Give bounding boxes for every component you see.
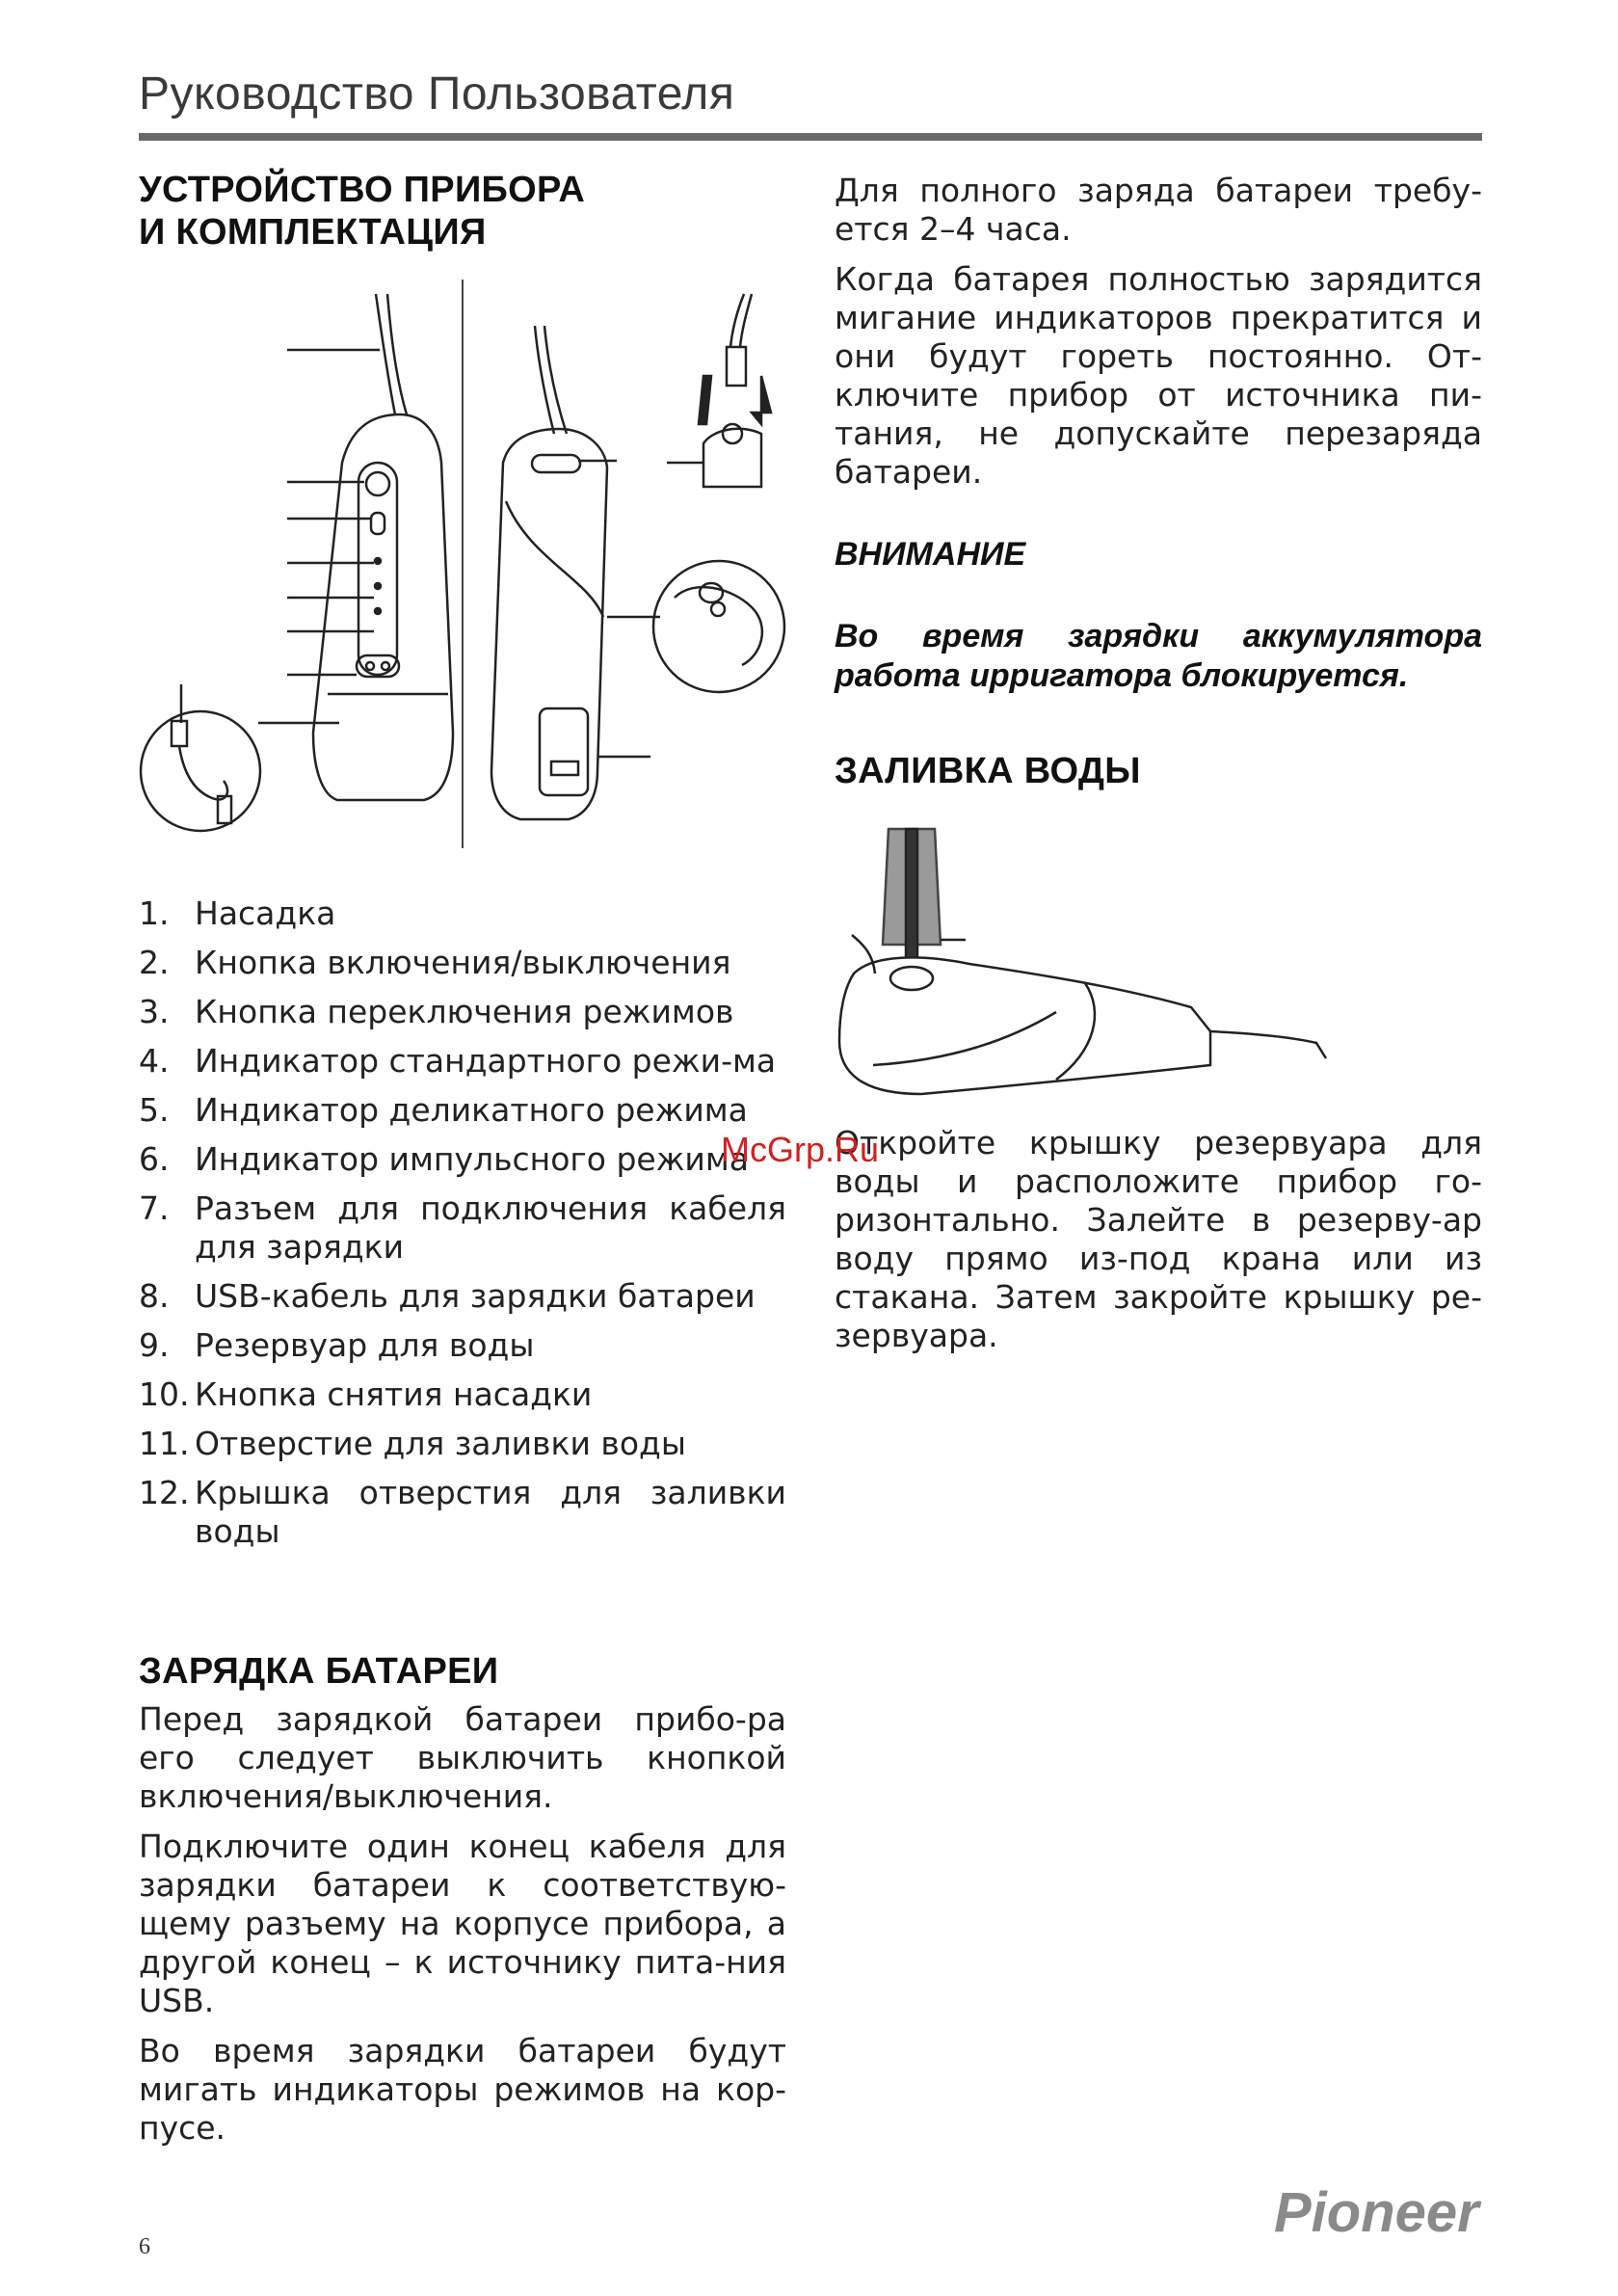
list-item: [139, 1326, 786, 1365]
header-divider: [139, 133, 1482, 141]
list-item-number: 10.: [139, 1375, 190, 1413]
section-title-line1: УСТРОЙСТВО ПРИБОРА: [139, 170, 586, 210]
list-item: [139, 1375, 786, 1414]
tip-detach-illustration: [667, 294, 771, 487]
list-item-text: Кнопка снятия насадки: [195, 1375, 593, 1413]
list-item-number: 7.: [139, 1189, 170, 1227]
list-item-number: 9.: [139, 1326, 170, 1364]
paragraph: Для полного заряда батареи требу-ется 2–4 часа.: [835, 172, 1482, 248]
list-item-number: 2.: [139, 944, 170, 981]
list-item-text: Крышка отверстия для заливки воды: [195, 1474, 786, 1550]
watermark-text: McGrp.Ru: [721, 1130, 880, 1169]
list-item-number: 6.: [139, 1140, 170, 1178]
charging-continued-text: [835, 172, 1482, 503]
notice-title: ВНИМАНИЕ: [835, 536, 1026, 573]
list-item: [139, 1474, 786, 1551]
list-item-number: 3.: [139, 993, 170, 1030]
list-item: [139, 1189, 786, 1267]
paragraph: Подключите один конец кабеля для зарядки батареи к соответствую-щему разъему на корпусе прибора, а другой конец – к источнику пита-ния USB.: [139, 1828, 786, 2019]
section-title-line2: И КОМПЛЕКТАЦИЯ: [139, 212, 487, 253]
list-item-text: Индикатор стандартного режи-ма: [195, 1042, 777, 1080]
brand-logo: Pioneer: [1274, 2181, 1479, 2244]
list-item-text: Насадка: [195, 894, 336, 932]
charging-text: [139, 1700, 786, 2159]
paragraph: Откройте крышку резервуара для воды и расположите прибор го-ризонтально. Залейте в резерву-ар воду прямо из-под крана или из стакана. Затем закройте крышку ре-зервуара.: [835, 1124, 1482, 1354]
list-item-text: Индикатор деликатного режима: [195, 1091, 748, 1129]
water-filling-text: [835, 1124, 1482, 1367]
notice-text: Во время зарядки аккумулятора работа ирригатора блокируется.: [835, 618, 1482, 694]
list-item: [139, 1140, 786, 1179]
list-item-number: 1.: [139, 894, 170, 932]
list-item-text: USB-кабель для зарядки батареи: [195, 1277, 756, 1315]
list-item-text: Кнопка включения/выключения: [195, 944, 731, 981]
list-item: [139, 1042, 786, 1081]
list-item: [139, 1425, 786, 1463]
section-title-device: [139, 169, 794, 254]
list-item-text: Отверстие для заливки воды: [195, 1425, 686, 1462]
irrigator-diagram: [135, 270, 809, 868]
paragraph: Когда батарея полностью зарядится мигание индикаторов прекратится и они будут гореть постоянно. От-ключите прибор от источника пи-тания, не допускайте перезаряда батареи.: [835, 260, 1482, 491]
list-item-text: Разъем для подключения кабеля для зарядки: [195, 1189, 786, 1266]
paragraph: Во время зарядки батареи будут мигать индикаторы режимов на кор-пусе.: [139, 2032, 786, 2147]
list-item-number: 5.: [139, 1091, 170, 1129]
water-filling-illustration: [835, 819, 1355, 1108]
usb-cable-icon: [141, 711, 260, 831]
list-item: [139, 1091, 786, 1130]
list-item: [139, 1277, 786, 1316]
irrigator-back-illustration: [491, 326, 660, 819]
water-inlet-detail: [653, 561, 784, 692]
list-item-number: 8.: [139, 1277, 170, 1315]
list-item: [139, 993, 786, 1031]
list-item: [139, 944, 786, 982]
list-item-number: 11.: [139, 1425, 190, 1462]
list-item-text: Кнопка переключения режимов: [195, 993, 734, 1030]
list-item: [139, 894, 786, 933]
list-item-text: Индикатор импульсного режима: [195, 1140, 749, 1178]
irrigator-front-illustration: [181, 294, 453, 800]
list-item-number: 4.: [139, 1042, 170, 1080]
parts-list: [139, 894, 786, 1562]
paragraph: Перед зарядкой батареи прибо-ра его следует выключить кнопкой включения/выключения.: [139, 1700, 786, 1815]
list-item-number: 12.: [139, 1474, 190, 1511]
page-number: 6: [139, 2234, 150, 2259]
page-header-title: Руководство Пользователя: [139, 68, 735, 120]
list-item-text: Резервуар для воды: [195, 1326, 535, 1364]
section-title-charging: ЗАРЯДКА БАТАРЕИ: [139, 1651, 499, 1692]
section-title-water: ЗАЛИВКА ВОДЫ: [835, 751, 1141, 791]
